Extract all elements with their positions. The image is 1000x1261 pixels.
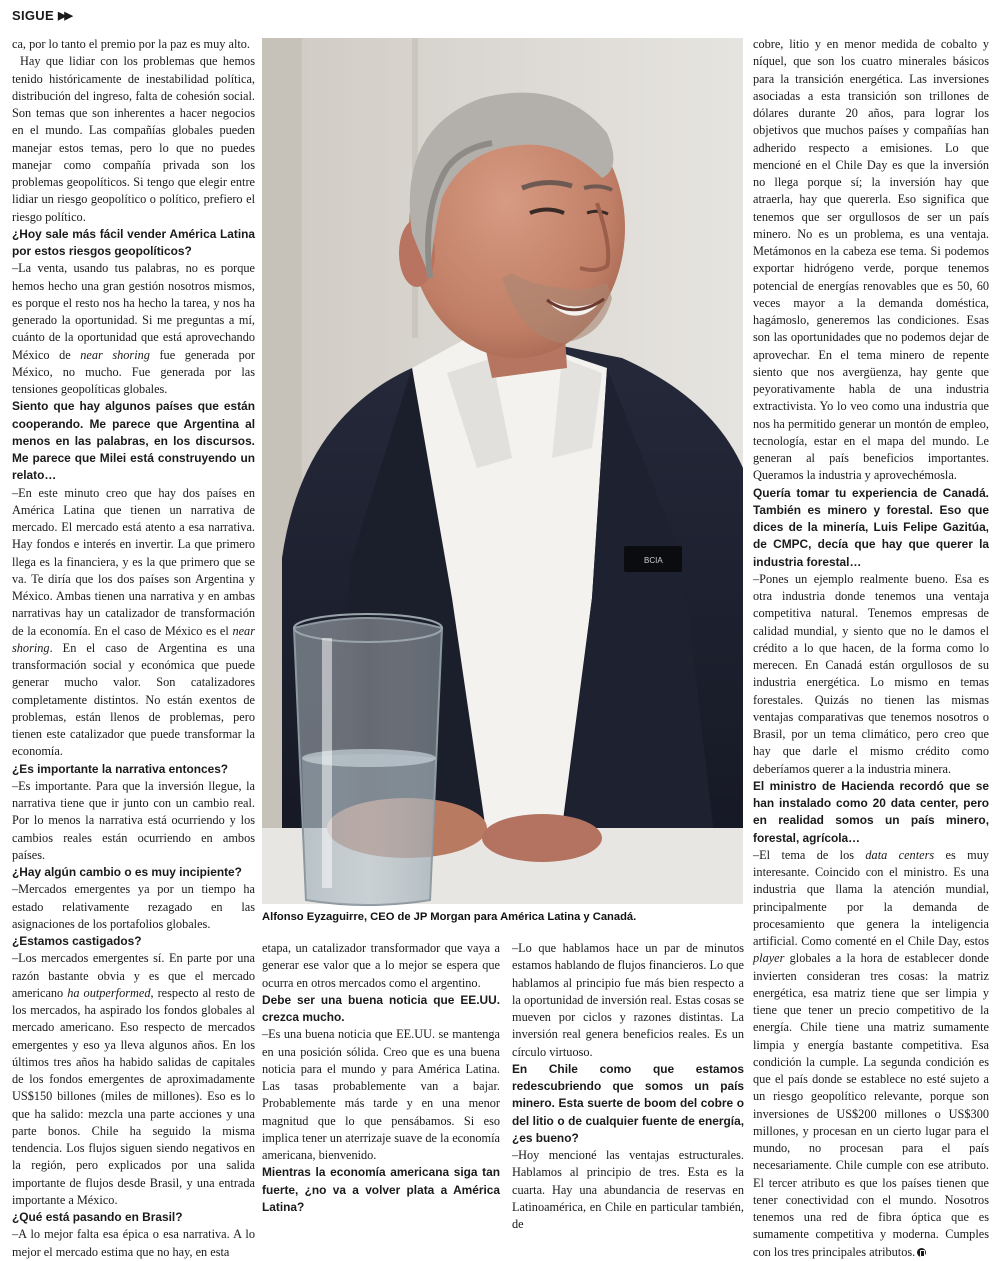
interview-answer: –Es importante. Para que la inversión llegue, la narrativa tiene que ir junto con un cambio real. Por lo menos la narrativa está ocurriendo y los cambios reales están ocurriendo en ambos países.: [12, 778, 255, 862]
name-tag-text: BCIA: [644, 556, 663, 565]
interview-question: ¿Hay algún cambio o es muy incipiente?: [12, 865, 242, 879]
interview-answer: –La venta, usando tus palabras, no es porque hemos hecho una gran gestión nosotros mismos, es porque el resto nos ha hecho la tarea, y nos ha generado la oportunidad. Si me preguntas a mí, cuánto de la oportunidad que está aprovechando México de near shoring fue generada por México, no mucho. Fue generada por las tensiones geopolíticas globales.: [12, 261, 255, 396]
article-column-2: [262, 940, 500, 1214]
interview-answer: –Mercados emergentes ya por un tiempo ha estado relativamente rezagado en las asignaciones de los portafolios globales.: [12, 882, 255, 931]
section-header: [12, 4, 71, 26]
article-column-4: [753, 36, 989, 1259]
photo-caption: Alfonso Eyzaguirre, CEO de JP Morgan para América Latina y Canadá.: [262, 911, 637, 923]
interview-answer: cobre, litio y en menor medida de cobalto y níquel, que son los cuatro minerales básicos para la transición energética. Las inversiones asociadas a esta transición son trillones de dólares durante 20 años, para lograr los objetivos que muchos países y compañías han adherido respecto a emisiones. Lo que mencioné en el Chile Day es que la inversión no llega porque sí; la inversión hay que atraerla, hay que quererla. Eso significa que tenemos que ser orgullosos de ser un país minero. No es un problema, es una ventaja. Metámonos en la cabeza ese tema. Si podemos exportar hidrógeno verde, porque tenemos potencial de energías renovables que es 50, 60 veces mayor a la demanda doméstica, hagámoslo, generemos las condiciones. Esas son las oportunidades que no podemos dejar de aprovechar. En el tema minero de repente siento que nos avergüenza, hay gente que peyorativamente habla de una industria extractivista. Yo lo veo como una industria que nos ha permitido generar un montón de empleo, tecnología, estar en el mapa del mundo. Le generan al país beneficios importantes. Queramos la industria y aprovechémosla.: [753, 37, 989, 483]
interview-answer: Hay que lidiar con los problemas que hemos tenido históricamente de inestabilidad política, distribución del ingreso, falta de cohesión social. Son temas que son inherentes a hacer negocios en el mundo. Las compañías globales pueden manejar estos temas, pero lo que no puedes manejar como compañía privada son los problemas geopolíticos. Si tengo que elegir entre lidiar un riesgo geopolítico o político, prefiero el riesgo político.: [12, 54, 255, 224]
section-label: SIGUE: [12, 7, 54, 23]
article-column-1: [12, 36, 255, 1259]
interview-question: El ministro de Hacienda recordó que se han instalado como 20 data center, pero en realidad somos un país minero, forestal, agrícola…: [753, 778, 989, 845]
interview-answer: –Los mercados emergentes sí. En parte por una razón bastante obvia y es que el mercado americano ha outperformed, respecto al resto de los mercados, ha aspirado los fondos globales al mercado americano. Eso respecto de mercados emergentes y eso ya lleva algunos años. En los últimos tres años ha habido salidas de capitales de los fondos emergentes de aproximadamente US$150 billones (miles de millones). Eso es lo que ha salido: mezcla una parte acciones y una parte bonos. Chile ha seguido la misma tendencia. Los flujos siguen siendo negativos en la región, pero explicados por una salida importante de flujos desde Brasil, y una entrada importante a México.: [12, 951, 255, 1207]
interview-question: ¿Hoy sale más fácil vender América Latina por estos riesgos geopolíticos?: [12, 226, 255, 258]
interview-question: Quería tomar tu experiencia de Canadá. También es minero y forestal. Eso que dices de la minería, Luis Felipe Gazitúa, de CMPC, decía que hay que querer la industria forestal…: [753, 485, 989, 569]
interview-question: Debe ser una buena noticia que EE.UU. crezca mucho.: [262, 992, 500, 1024]
interview-question: Mientras la economía americana siga tan fuerte, ¿no va a volver plata a América Latina?: [262, 1165, 500, 1214]
interview-answer: –En este minuto creo que hay dos países en América Latina que tienen un narrativa de mercado. El mercado está atento a esa narrativa. Hay fondos e interés en invertir. La que primero llega es la financiera, y es la que primero que se va. Te diría que los dos países son Argentina y México. Ambas tienen una narrativa y en ambas narrativas hay un catalizador de transformación de la economía. En el caso de México es el near shoring. En el caso de Argentina es una transformación social y económica que puede generar mucho valor. Son catalizadores completamente distintos. No están exentos de problemas, están llenos de problemas, pero tienen este catalizador que puede transformar la economía.: [12, 485, 255, 759]
interview-answer: –Lo que hablamos hace un par de minutos estamos hablando de flujos financieros. Lo que hablamos al principio fue más bien respecto a la oportunidad de inversión real. Estas cosas se mueven por ciclos y razones distintas. La inversión real genera beneficios reales. Es un círculo virtuoso.: [512, 941, 744, 1059]
interview-answer: –Es una buena noticia que EE.UU. se mantenga en una posición sólida. Creo que es una buena noticia para el mundo y para América Latina. Las tasas probablemente van a bajar. Probablemente más tarde y en una menor magnitud que lo que pensábamos. Si eso implica tener un aterrizaje suave de la economía americana, bienvenido.: [262, 1027, 500, 1162]
article-column-3: [512, 940, 744, 1231]
continue-arrows-icon: ▶▶: [57, 9, 71, 22]
interview-answer: –Hoy mencioné las ventajas estructurales. Hablamos al principio de tres. Esta es la cuarta. Hay una abundancia de reservas en Latinoamérica, en Chile en particular también, de: [512, 1148, 744, 1231]
end-of-article-icon: [917, 1248, 926, 1257]
interview-question: En Chile como que estamos redescubriendo que somos un país minero. Esta suerte de boom del cobre o del litio o de cualquier fuente de energía, ¿es bueno?: [512, 1061, 744, 1145]
interview-answer: –Pones un ejemplo realmente bueno. Esa es otra industria donde tenemos una ventaja competitiva natural. Tenemos empresas de calidad mundial, y siento que no le damos el crédito a lo que hacen, de la forma como lo merecen. En Canadá están orgullosos de su industria energética. Lo mismo en temas forestales. Quizás no tienen las mismas ventajas comparativas que tenemos nosotros o Brasil, por un tema climático, pero creo que hay que darle el mismo crédito como deberíamos querer a la industria minera.: [753, 571, 989, 776]
interview-answer: etapa, un catalizador transformador que vaya a generar ese valor que a lo mejor se espera que ocurra en otros mercados como el argentino.: [262, 941, 500, 990]
interview-answer: –A lo mejor falta esa épica o esa narrativa. A lo mejor el mercado estima que no hay, en esta: [12, 1227, 255, 1259]
interview-photo: [262, 38, 743, 904]
interview-answer: ca, por lo tanto el premio por la paz es muy alto.: [12, 37, 251, 51]
interview-question: ¿Qué está pasando en Brasil?: [12, 1210, 183, 1224]
interview-question: Siento que hay algunos países que están cooperando. Me parece que Argentina al menos en las palabras, en los discursos. Me parece que Milei está construyendo un relato…: [12, 399, 255, 483]
interview-question: ¿Estamos castigados?: [12, 934, 142, 948]
interview-question: ¿Es importante la narrativa entonces?: [12, 761, 229, 776]
interview-answer: –El tema de los data centers es muy interesante. Coincido con el ministro. Es una industria que llama la atención mundial, principalmente por la demanda de procesamiento que genera la inteligencia artificial. Como comenté en el Chile Day, estos player globales a la hora de establecer donde invierten consideran tres cosas: la matriz energética, esa matriz tiene que ser limpia y tiene que tener un precio competitivo de la energía. Chile tiene una matriz sumamente limpia y energía bastante competitiva. Esa condición la cumple. La segunda condición es que el país donde se establece no esté sujeto a un riesgo geopolítico relevante, porque son inversiones de US$200 millones o US$300 millones, y procesan en un cierto lugar para el mundo, no procesan para el país necesariamente. Chile cumple con ese atributo. El tercer atributo es que los países tienen que tener conectividad con el mundo. Nosotros tenemos una red de fibra óptica que es sumamente competitiva y moderna. Cumples con los tres principales atributos.: [753, 847, 989, 1259]
